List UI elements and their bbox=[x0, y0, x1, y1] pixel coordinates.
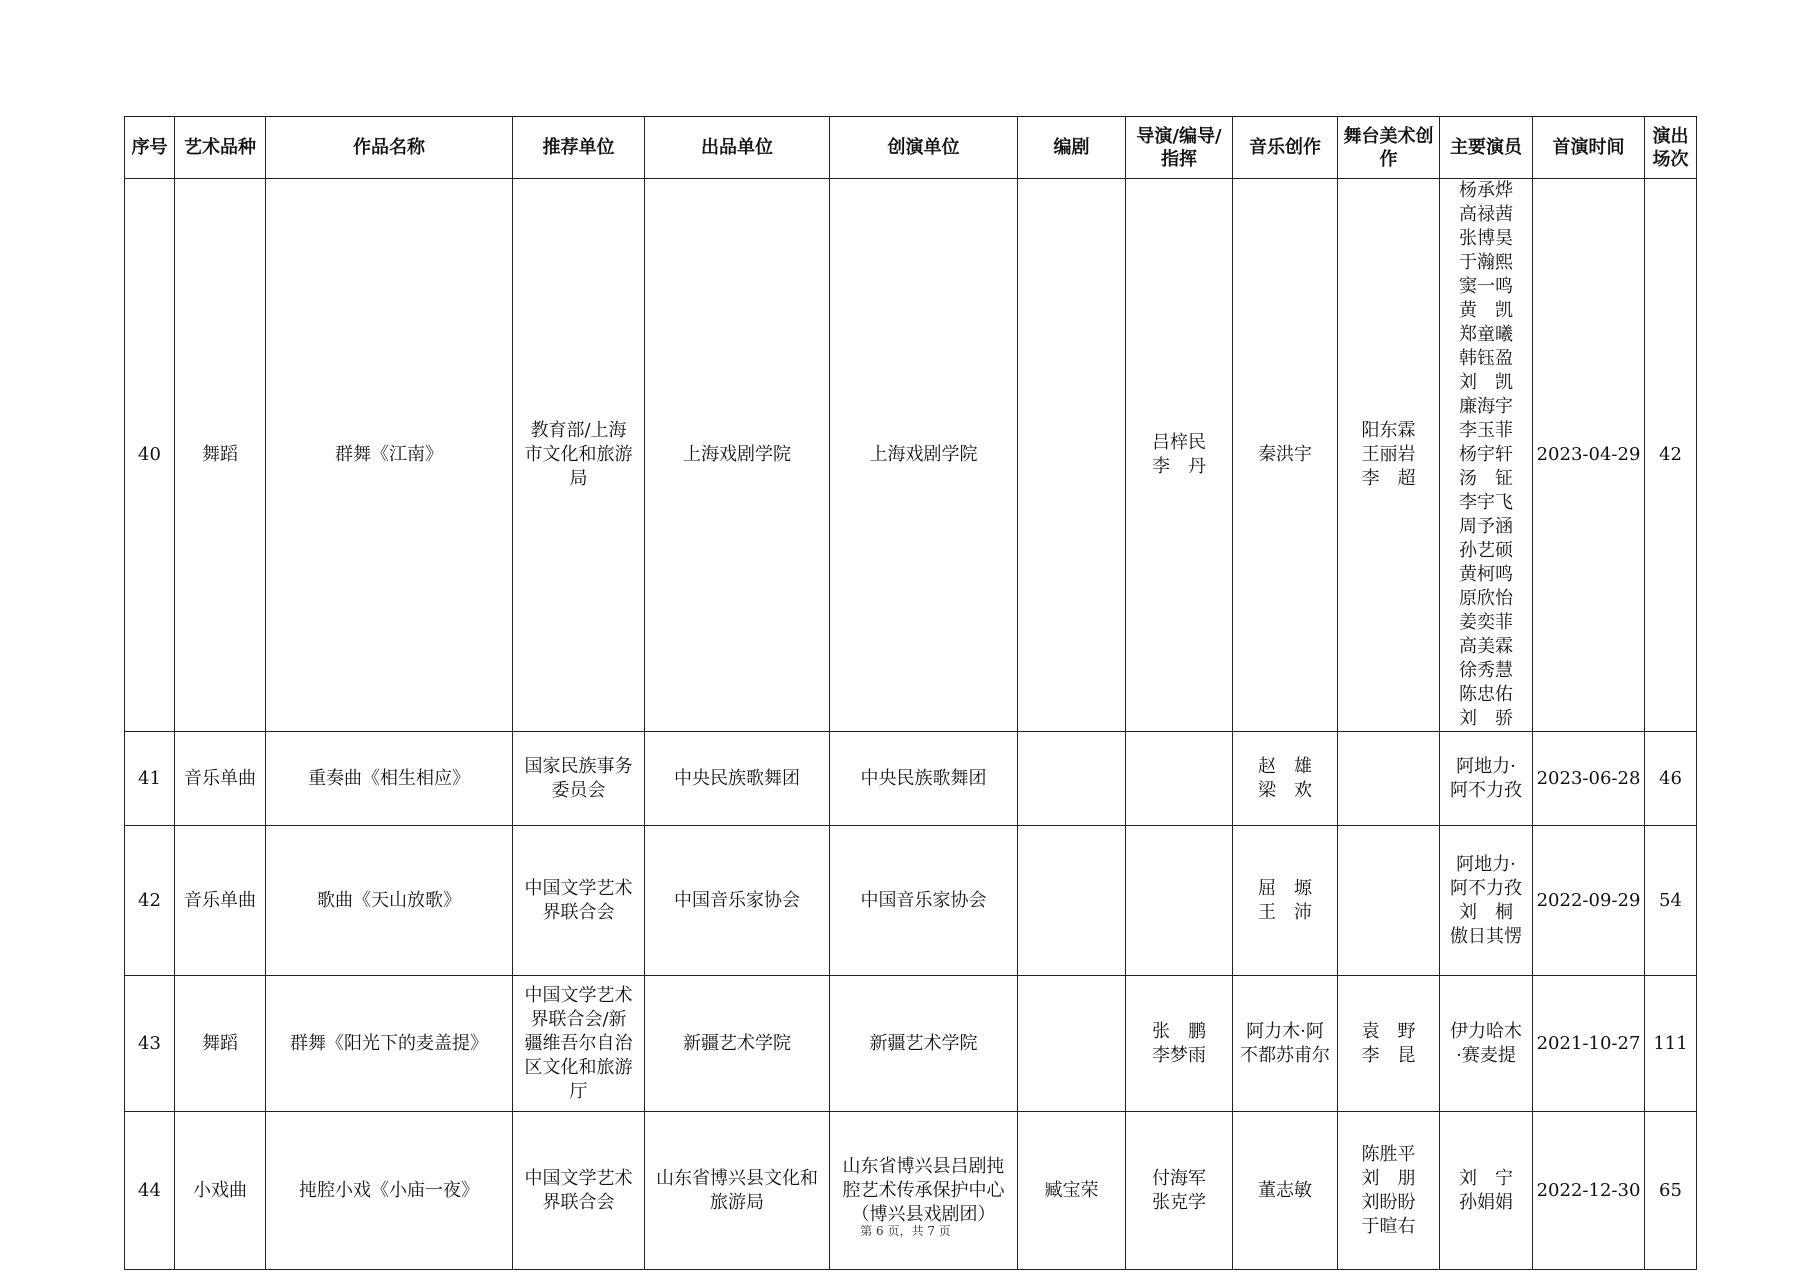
cell-actors bbox=[1440, 732, 1533, 826]
cell-shows: 46 bbox=[1645, 732, 1697, 826]
cell-creator bbox=[830, 1112, 1018, 1270]
cell-actors-line: 伊力哈木 bbox=[1450, 1020, 1522, 1042]
cell-music-line: 秦洪宇 bbox=[1258, 444, 1312, 465]
cell-stage bbox=[1338, 1112, 1440, 1270]
header-actors: 主要演员 bbox=[1440, 117, 1533, 179]
cell-stage-line: 袁 野 bbox=[1361, 1020, 1416, 1042]
cell-actors-line: 黄柯鸣 bbox=[1459, 564, 1513, 585]
cell-actors-line: 孙娟娟 bbox=[1459, 1191, 1513, 1213]
cell-actors bbox=[1440, 976, 1533, 1112]
cell-director bbox=[1126, 179, 1233, 732]
cell-writer bbox=[1018, 826, 1126, 976]
cell-producer-line: 旅游局 bbox=[710, 1191, 764, 1213]
cell-recommender bbox=[513, 826, 645, 976]
header-music: 音乐创作 bbox=[1233, 117, 1338, 179]
cell-writer bbox=[1018, 179, 1126, 732]
cell-music-line: 王 沛 bbox=[1258, 901, 1312, 923]
cell-producer-line: 上海戏剧学院 bbox=[683, 444, 791, 465]
cell-producer-line: 山东省博兴县文化和 bbox=[656, 1167, 818, 1189]
cell-stage-line: 李 昆 bbox=[1361, 1044, 1416, 1066]
cell-director bbox=[1126, 732, 1233, 826]
table-row bbox=[125, 826, 1697, 976]
cell-music bbox=[1233, 1112, 1338, 1270]
cell-director-line: 吕梓民 bbox=[1152, 432, 1206, 453]
table-row bbox=[125, 179, 1697, 732]
cell-recommender-line: 中国文学艺术 bbox=[524, 877, 633, 899]
cell-creator-line: 中央民族歌舞团 bbox=[860, 767, 987, 789]
cell-stage-line: 阳东霖 bbox=[1361, 420, 1416, 441]
cell-kind: 音乐单曲 bbox=[175, 732, 266, 826]
cell-actors-line: 周予涵 bbox=[1459, 516, 1513, 537]
cell-recommender-line: 疆维吾尔自治 bbox=[524, 1032, 633, 1054]
cell-director bbox=[1126, 976, 1233, 1112]
cell-kind: 舞蹈 bbox=[175, 179, 266, 732]
cell-creator-line: （博兴县戏剧团） bbox=[851, 1203, 996, 1225]
cell-music-line: 梁 欢 bbox=[1258, 779, 1312, 801]
cell-no: 44 bbox=[125, 1112, 175, 1270]
cell-music bbox=[1233, 976, 1338, 1112]
cell-kind: 舞蹈 bbox=[175, 976, 266, 1112]
cell-recommender-line: 局 bbox=[569, 468, 588, 489]
cell-premiere: 2023-06-28 bbox=[1533, 732, 1645, 826]
cell-premiere: 2021-10-27 bbox=[1533, 976, 1645, 1112]
cell-creator-line: 山东省博兴县吕剧扽 bbox=[842, 1155, 1005, 1177]
cell-premiere: 2022-09-29 bbox=[1533, 826, 1645, 976]
cell-actors-line: 原欣怡 bbox=[1459, 588, 1513, 609]
cell-recommender bbox=[513, 976, 645, 1112]
cell-director bbox=[1126, 826, 1233, 976]
cell-actors-line: 窦一鸣 bbox=[1459, 276, 1513, 297]
cell-actors-line: 李玉菲 bbox=[1459, 420, 1513, 441]
cell-actors-line: 阿不力孜 bbox=[1450, 877, 1522, 899]
cell-premiere: 2023-04-29 bbox=[1533, 179, 1645, 732]
cell-stage-line: 王丽岩 bbox=[1361, 444, 1416, 465]
cell-actors-line: ·赛麦提 bbox=[1456, 1044, 1516, 1066]
cell-stage-line: 于暄右 bbox=[1361, 1215, 1416, 1237]
cell-stage bbox=[1338, 179, 1440, 732]
cell-writer bbox=[1018, 732, 1126, 826]
cell-recommender-line: 委员会 bbox=[551, 779, 606, 801]
cell-music bbox=[1233, 179, 1338, 732]
cell-title: 重奏曲《相生相应》 bbox=[266, 732, 513, 826]
cell-actors-line: 陈忠佑 bbox=[1459, 684, 1513, 705]
header-stage: 舞台美术创作 bbox=[1338, 117, 1440, 179]
cell-music bbox=[1233, 826, 1338, 976]
cell-recommender-line: 厅 bbox=[569, 1080, 588, 1102]
cell-producer-line: 中央民族歌舞团 bbox=[674, 767, 800, 789]
cell-actors-line: 阿地力· bbox=[1456, 853, 1516, 875]
cell-music-line: 阿力木·阿 bbox=[1246, 1020, 1324, 1042]
cell-actors-line: 阿地力· bbox=[1456, 755, 1516, 777]
cell-stage-line: 刘 朋 bbox=[1361, 1167, 1416, 1189]
table-row bbox=[125, 976, 1697, 1112]
cell-actors-line: 郑童曦 bbox=[1459, 324, 1513, 345]
cell-recommender-line: 国家民族事务 bbox=[524, 755, 633, 777]
cell-recommender-line: 市文化和旅游 bbox=[524, 444, 633, 465]
cell-music bbox=[1233, 732, 1338, 826]
cell-stage bbox=[1338, 826, 1440, 976]
awards-table bbox=[124, 116, 1697, 1270]
header-no: 序号 bbox=[125, 117, 175, 179]
cell-stage-line: 李 超 bbox=[1361, 468, 1416, 489]
cell-actors-line: 高美霖 bbox=[1459, 636, 1513, 657]
cell-no: 40 bbox=[125, 179, 175, 732]
cell-shows: 111 bbox=[1645, 976, 1697, 1112]
table-body bbox=[125, 179, 1697, 1270]
cell-actors bbox=[1440, 826, 1533, 976]
page-footer: 第 6 页，共 7 页 bbox=[860, 1224, 951, 1238]
cell-recommender bbox=[513, 179, 645, 732]
cell-producer-line: 新疆艺术学院 bbox=[683, 1032, 791, 1054]
cell-actors-line: 李宇飞 bbox=[1459, 492, 1513, 513]
cell-recommender-line: 中国文学艺术 bbox=[524, 984, 633, 1006]
cell-creator-line: 上海戏剧学院 bbox=[869, 444, 978, 465]
cell-recommender-line: 界联合会 bbox=[542, 901, 615, 923]
header-producer: 出品单位 bbox=[645, 117, 830, 179]
cell-actors-line: 阿不力孜 bbox=[1450, 779, 1522, 801]
header-creator: 创演单位 bbox=[830, 117, 1018, 179]
cell-no: 43 bbox=[125, 976, 175, 1112]
cell-stage bbox=[1338, 732, 1440, 826]
cell-writer-line: 臧宝荣 bbox=[1044, 1179, 1099, 1201]
cell-actors-line: 孙艺硕 bbox=[1459, 540, 1513, 561]
header-premiere: 首演时间 bbox=[1533, 117, 1645, 179]
cell-title: 扽腔小戏《小庙一夜》 bbox=[266, 1112, 513, 1270]
cell-director-line: 李 丹 bbox=[1152, 456, 1206, 477]
cell-actors-line: 韩钰盈 bbox=[1459, 348, 1513, 369]
table-row bbox=[125, 732, 1697, 826]
cell-recommender-line: 教育部/上海 bbox=[530, 420, 627, 441]
header-recommender: 推荐单位 bbox=[513, 117, 645, 179]
cell-stage-line: 陈胜平 bbox=[1361, 1143, 1416, 1165]
cell-director-line: 张克学 bbox=[1152, 1191, 1206, 1213]
cell-actors-line: 刘 宁 bbox=[1459, 1167, 1513, 1189]
cell-actors-line: 刘 桐 bbox=[1459, 901, 1513, 923]
cell-director-line: 李梦雨 bbox=[1152, 1044, 1206, 1066]
cell-actors-line: 杨承烨 bbox=[1459, 180, 1513, 201]
cell-recommender-line: 界联合会/新 bbox=[530, 1008, 627, 1030]
header-row bbox=[125, 117, 1697, 179]
cell-actors-line: 傲日其愣 bbox=[1450, 925, 1522, 947]
cell-actors-line: 高禄茜 bbox=[1459, 204, 1513, 225]
cell-actors-line: 于瀚熙 bbox=[1459, 252, 1513, 273]
cell-actors-line: 徐秀慧 bbox=[1459, 660, 1513, 681]
cell-producer bbox=[645, 179, 830, 732]
cell-director-line: 付海军 bbox=[1152, 1167, 1206, 1189]
cell-actors-line: 汤 钲 bbox=[1459, 468, 1513, 489]
cell-premiere: 2022-12-30 bbox=[1533, 1112, 1645, 1270]
cell-no: 42 bbox=[125, 826, 175, 976]
cell-actors-line: 刘 骄 bbox=[1459, 708, 1513, 729]
header-kind: 艺术品种 bbox=[175, 117, 266, 179]
cell-creator-line: 中国音乐家协会 bbox=[860, 889, 987, 911]
cell-title: 群舞《江南》 bbox=[266, 179, 513, 732]
cell-stage bbox=[1338, 976, 1440, 1112]
cell-kind: 音乐单曲 bbox=[175, 826, 266, 976]
header-writer: 编剧 bbox=[1018, 117, 1126, 179]
cell-creator bbox=[830, 826, 1018, 976]
cell-director-line: 张 鹏 bbox=[1152, 1020, 1206, 1042]
cell-actors bbox=[1440, 1112, 1533, 1270]
cell-producer bbox=[645, 976, 830, 1112]
cell-shows: 42 bbox=[1645, 179, 1697, 732]
cell-writer bbox=[1018, 1112, 1126, 1270]
cell-recommender-line: 中国文学艺术 bbox=[524, 1167, 633, 1189]
cell-kind: 小戏曲 bbox=[175, 1112, 266, 1270]
cell-actors-line: 廉海宇 bbox=[1459, 396, 1513, 417]
cell-producer-line: 中国音乐家协会 bbox=[674, 889, 800, 911]
cell-creator-line: 腔艺术传承保护中心 bbox=[842, 1179, 1005, 1201]
cell-recommender-line: 界联合会 bbox=[542, 1191, 615, 1213]
cell-actors-line: 刘 凯 bbox=[1459, 372, 1513, 393]
cell-no: 41 bbox=[125, 732, 175, 826]
cell-actors-line: 张博昊 bbox=[1459, 228, 1513, 249]
cell-music-line: 屈 塬 bbox=[1258, 877, 1312, 899]
cell-creator bbox=[830, 179, 1018, 732]
header-title: 作品名称 bbox=[266, 117, 513, 179]
table-row bbox=[125, 1112, 1697, 1270]
cell-actors bbox=[1440, 179, 1533, 732]
cell-shows: 65 bbox=[1645, 1112, 1697, 1270]
header-shows: 演出场次 bbox=[1645, 117, 1697, 179]
cell-recommender bbox=[513, 732, 645, 826]
cell-creator-line: 新疆艺术学院 bbox=[869, 1032, 978, 1054]
cell-actors-line: 杨宇轩 bbox=[1459, 444, 1513, 465]
cell-recommender bbox=[513, 1112, 645, 1270]
cell-title: 歌曲《天山放歌》 bbox=[266, 826, 513, 976]
cell-stage-line: 刘盼盼 bbox=[1361, 1191, 1416, 1213]
cell-music-line: 赵 雄 bbox=[1258, 755, 1312, 777]
cell-actors-line: 姜奕菲 bbox=[1459, 612, 1513, 633]
cell-actors-line: 黄 凯 bbox=[1459, 300, 1513, 321]
cell-music-line: 不都苏甫尔 bbox=[1240, 1044, 1330, 1066]
cell-music-line: 董志敏 bbox=[1258, 1179, 1312, 1201]
cell-title: 群舞《阳光下的麦盖提》 bbox=[266, 976, 513, 1112]
cell-director bbox=[1126, 1112, 1233, 1270]
cell-producer bbox=[645, 732, 830, 826]
cell-recommender-line: 区文化和旅游 bbox=[524, 1056, 633, 1078]
header-director: 导演/编导/指挥 bbox=[1126, 117, 1233, 179]
cell-shows: 54 bbox=[1645, 826, 1697, 976]
cell-creator bbox=[830, 976, 1018, 1112]
cell-writer bbox=[1018, 976, 1126, 1112]
cell-creator bbox=[830, 732, 1018, 826]
cell-producer bbox=[645, 826, 830, 976]
cell-producer bbox=[645, 1112, 830, 1270]
